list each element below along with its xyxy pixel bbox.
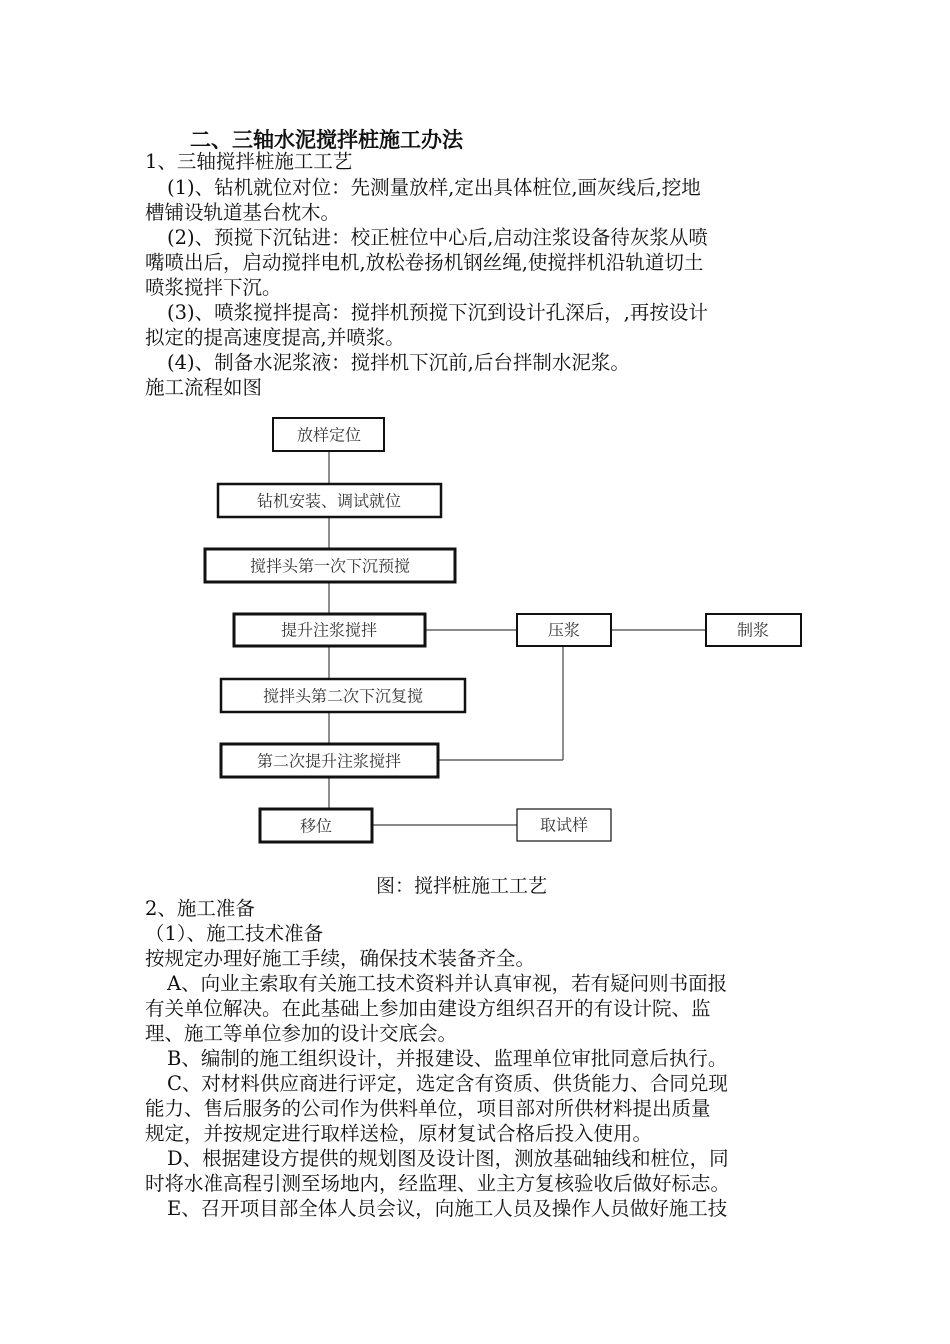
section2-sub1: （1）、施工技术准备 [145,922,324,945]
label-xiachen2: 搅拌头第二次下沉复搅 [262,686,424,706]
item-c-line3: 规定，并按规定进行取样送检，原材复试合格后投入使用。 [145,1122,653,1145]
step2-line2: 嘴喷出后，启动搅拌电机,放松卷扬机钢丝绳,使搅拌机沿轨道切土 [145,251,704,274]
step1-line1: (1)、钻机就位对位：先测量放样,定出具体桩位,画灰线后,挖地 [167,176,701,199]
item-a-line1: A、向业主索取有关施工技术资料并认真审视，若有疑问则书面报 [167,972,728,995]
label-tisheng2: 第二次提升注浆搅拌 [256,751,402,771]
item-c-line2: 能力、售后服务的公司作为供料单位，项目部对所供材料提出质量 [145,1097,711,1120]
label-yiwei: 移位 [299,816,333,836]
step4-line: (4)、制备水泥浆液：搅拌机下沉前,后台拌制水泥浆。 [167,351,630,374]
section2-title: 2、施工准备 [145,897,255,920]
label-yajiang: 压浆 [547,620,581,640]
flow-intro: 施工流程如图 [145,376,263,399]
label-tisheng1: 提升注浆搅拌 [280,620,378,640]
step3-line2: 拟定的提高速度提高,并喷浆。 [145,326,405,349]
flowchart-svg [190,405,820,855]
label-qushiyang: 取试样 [539,815,589,835]
label-zuanji: 钻机安装、调试就位 [256,491,402,511]
item-a-line2: 有关单位解决。在此基础上参加由建设方组织召开的有设计院、监 [145,997,711,1020]
item-d-line1: D、根据建设方提供的规划图及设计图，测放基础轴线和桩位，同 [167,1147,729,1170]
item-a-line3: 理、施工等单位参加的设计交底会。 [145,1022,458,1045]
item-e-line1: E、召开项目部全体人员会议，向施工人员及操作人员做好施工技 [167,1197,728,1220]
item-b-line1: B、编制的施工组织设计，并报建设、监理单位审批同意后执行。 [167,1047,728,1070]
section2-intro: 按规定办理好施工手续，确保技术装备齐全。 [145,947,536,970]
step1-line2: 槽铺设轨道基台枕木。 [145,201,341,224]
label-xiachen1: 搅拌头第一次下沉预搅 [249,556,411,576]
flowchart [190,405,820,855]
item-d-line2: 时将水准高程引测至场地内，经监理、业主方复核验收后做好标志。 [145,1172,731,1195]
section-heading: 二、三轴水泥搅拌桩施工办法 [190,127,463,152]
section1-title: 1、三轴搅拌桩施工工艺 [145,150,353,173]
step2-line3: 喷浆搅拌下沉。 [145,276,282,299]
step2-line1: (2)、预搅下沉钻进：校正桩位中心后,启动注浆设备待灰浆从喷 [167,226,708,249]
step3-line1: (3)、喷浆搅拌提高：搅拌机预搅下沉到设计孔深后，,再按设计 [167,301,708,324]
label-zhijiang: 制浆 [736,620,770,640]
label-fangyang: 放样定位 [296,425,362,445]
flowchart-caption: 图：搅拌桩施工工艺 [376,875,548,897]
item-c-line1: C、对材料供应商进行评定，选定含有资质、供货能力、合同兑现 [167,1072,728,1095]
